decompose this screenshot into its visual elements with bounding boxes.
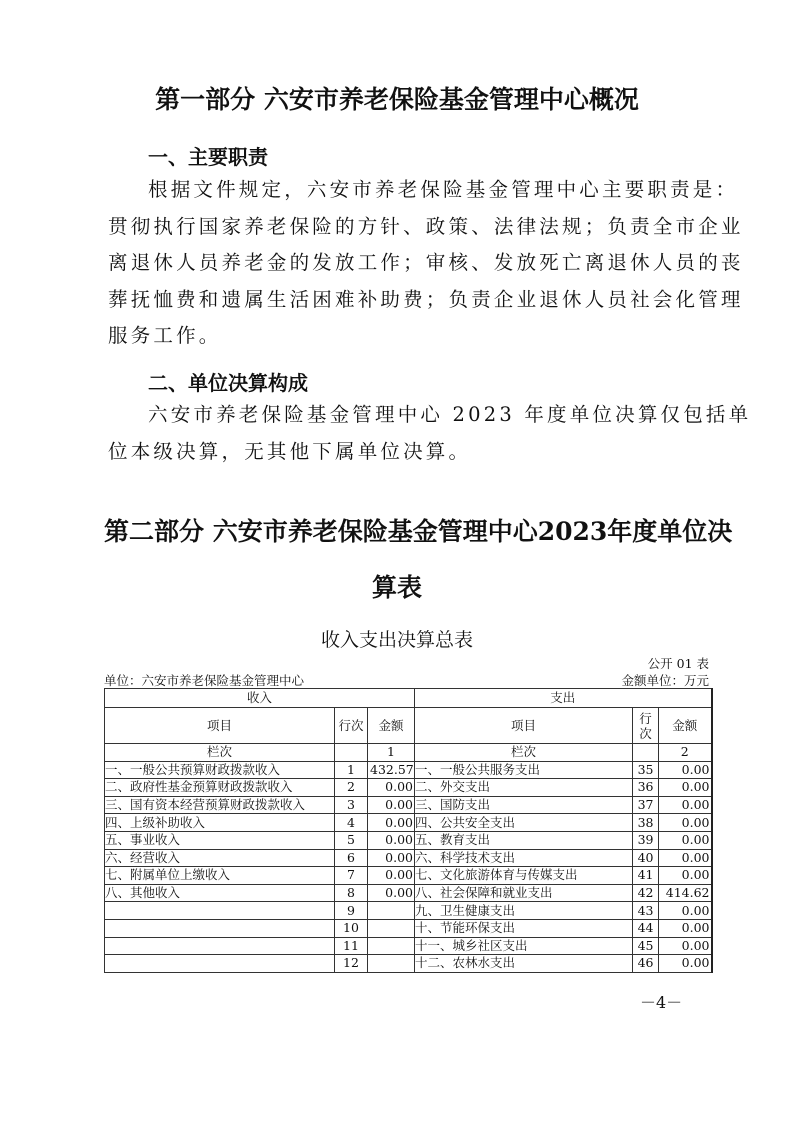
expense-line-cell: 36: [633, 779, 659, 797]
table-row: [105, 796, 712, 814]
table-row: [105, 884, 712, 902]
income-line-cell: 7: [335, 867, 368, 885]
form-number: 公开 01 表: [647, 656, 709, 671]
expense-amount-header: 金额: [659, 708, 712, 744]
income-amount-cell: 0.00: [368, 779, 415, 797]
income-amount-cell: 0.00: [368, 884, 415, 902]
income-amount-cell: [368, 919, 415, 937]
column-index-row: [105, 744, 712, 762]
expense-item-cell: 五、教育支出: [415, 831, 633, 849]
expense-item-cell: 一、一般公共服务支出: [415, 761, 633, 779]
expense-amount-cell: 0.00: [659, 867, 712, 885]
expense-line-cell: 43: [633, 902, 659, 920]
body-line: 位本级决算，无其他下属单位决算。: [108, 439, 472, 463]
income-amount-header: 金额: [368, 708, 415, 744]
expense-item-cell: 八、社会保障和就业支出: [415, 884, 633, 902]
empty-cell: [633, 744, 659, 762]
expense-item-header: 项目: [415, 708, 633, 744]
expense-line-header-char: 次: [639, 725, 652, 741]
body-line: 六安市养老保险基金管理中心 2023 年度单位决算仅包括单: [148, 403, 752, 426]
expense-item-cell: 四、公共安全支出: [415, 814, 633, 832]
income-line-cell: 4: [335, 814, 368, 832]
part2-title-line1: 第二部分 六安市养老保险基金管理中心2023年度单位决: [104, 517, 733, 546]
income-line-cell: 10: [335, 919, 368, 937]
section1-heading: 一、主要职责: [148, 145, 268, 169]
table-row: [105, 831, 712, 849]
expense-amount-cell: 414.62: [659, 884, 712, 902]
expense-index-label: 栏次: [415, 744, 633, 762]
income-item-cell: [105, 937, 335, 955]
table-row: [105, 937, 712, 955]
expense-line-cell: 37: [633, 796, 659, 814]
expense-amount-cell: 0.00: [659, 919, 712, 937]
amount-unit: 金额单位：万元: [621, 673, 709, 688]
income-amount-cell: [368, 937, 415, 955]
expense-line-cell: 39: [633, 831, 659, 849]
income-column-number: 1: [368, 744, 415, 762]
income-line-cell: 12: [335, 955, 368, 973]
expense-item-cell: 九、卫生健康支出: [415, 902, 633, 920]
expense-amount-cell: 0.00: [659, 796, 712, 814]
table-row: [105, 955, 712, 973]
expense-line-cell: 44: [633, 919, 659, 937]
expense-item-cell: 二、外交支出: [415, 779, 633, 797]
expense-item-cell: 十一、城乡社区支出: [415, 937, 633, 955]
section2-body: [108, 397, 752, 470]
expense-amount-cell: 0.00: [659, 814, 712, 832]
income-line-cell: 1: [335, 761, 368, 779]
income-item-cell: 六、经营收入: [105, 849, 335, 867]
income-line-cell: 9: [335, 902, 368, 920]
income-item-cell: 五、事业收入: [105, 831, 335, 849]
income-item-cell: 四、上级补助收入: [105, 814, 335, 832]
income-expense-table: [104, 688, 713, 973]
expense-item-cell: 六、科学技术支出: [415, 849, 633, 867]
expense-line-header-char: 行: [639, 710, 652, 726]
expense-line-cell: 46: [633, 955, 659, 973]
body-line: 葬抚恤费和遗属生活困难补助费；负责企业退休人员社会化管理: [108, 287, 744, 311]
income-item-cell: 八、其他收入: [105, 884, 335, 902]
income-amount-cell: 432.57: [368, 761, 415, 779]
income-index-label: 栏次: [105, 744, 335, 762]
page-number: －4－: [640, 993, 683, 1012]
income-amount-cell: [368, 955, 415, 973]
expense-amount-cell: 0.00: [659, 849, 712, 867]
expense-amount-cell: 0.00: [659, 955, 712, 973]
expense-amount-cell: 0.00: [659, 831, 712, 849]
table-row: [105, 867, 712, 885]
income-line-cell: 8: [335, 884, 368, 902]
body-line: 根据文件规定，六安市养老保险基金管理中心主要职责是：: [148, 178, 739, 201]
income-item-cell: [105, 919, 335, 937]
expense-line-cell: 38: [633, 814, 659, 832]
part2-title-line2: 算表: [371, 573, 422, 602]
income-line-cell: 2: [335, 779, 368, 797]
table-row: [105, 902, 712, 920]
table-title: 收入支出决算总表: [320, 629, 473, 651]
unit-label: 单位：六安市养老保险基金管理中心: [104, 673, 305, 688]
income-item-cell: [105, 955, 335, 973]
column-header-row: [105, 708, 712, 744]
expense-line-cell: 42: [633, 884, 659, 902]
body-line: 离退休人员养老金的发放工作；审核、发放死亡离退休人员的丧: [108, 251, 744, 274]
income-amount-cell: 0.00: [368, 796, 415, 814]
income-line-cell: 11: [335, 937, 368, 955]
table-row: [105, 814, 712, 832]
expense-line-cell: 45: [633, 937, 659, 955]
income-item-cell: 一、一般公共预算财政拨款收入: [105, 761, 335, 779]
income-group-header: 收入: [105, 689, 415, 708]
expense-amount-cell: 0.00: [659, 779, 712, 797]
income-line-header: 行次: [335, 708, 368, 744]
income-line-cell: 6: [335, 849, 368, 867]
expense-item-cell: 三、国防支出: [415, 796, 633, 814]
table-row: [105, 919, 712, 937]
group-header-row: [105, 689, 712, 708]
expense-line-cell: 35: [633, 761, 659, 779]
section1-body: [108, 172, 744, 355]
expense-item-cell: 十、节能环保支出: [415, 919, 633, 937]
income-amount-cell: [368, 902, 415, 920]
income-item-cell: [105, 902, 335, 920]
table-row: [105, 849, 712, 867]
part1-title: 第一部分 六安市养老保险基金管理中心概况: [155, 85, 639, 114]
income-item-cell: 二、政府性基金预算财政拨款收入: [105, 779, 335, 797]
expense-item-cell: 七、文化旅游体育与传媒支出: [415, 867, 633, 885]
income-line-cell: 3: [335, 796, 368, 814]
expense-amount-cell: 0.00: [659, 902, 712, 920]
table-row: [105, 761, 712, 779]
expense-line-header: [633, 708, 659, 744]
income-amount-cell: 0.00: [368, 814, 415, 832]
income-item-cell: 七、附属单位上缴收入: [105, 867, 335, 885]
income-line-cell: 5: [335, 831, 368, 849]
section2-heading: 二、单位决算构成: [148, 371, 308, 395]
table-body: [105, 761, 712, 972]
expense-line-cell: 40: [633, 849, 659, 867]
body-line: 贯彻执行国家养老保险的方针、政策、法律法规；负责全市企业: [108, 214, 744, 238]
expense-amount-cell: 0.00: [659, 937, 712, 955]
income-amount-cell: 0.00: [368, 831, 415, 849]
income-amount-cell: 0.00: [368, 867, 415, 885]
expense-column-number: 2: [659, 744, 712, 762]
income-amount-cell: 0.00: [368, 849, 415, 867]
income-item-cell: 三、国有资本经营预算财政拨款收入: [105, 796, 335, 814]
body-line: 服务工作。: [108, 324, 222, 347]
expense-amount-cell: 0.00: [659, 761, 712, 779]
empty-cell: [335, 744, 368, 762]
expense-group-header: 支出: [415, 689, 712, 708]
table-row: [105, 779, 712, 797]
expense-item-cell: 十二、农林水支出: [415, 955, 633, 973]
income-item-header: 项目: [105, 708, 335, 744]
expense-line-cell: 41: [633, 867, 659, 885]
